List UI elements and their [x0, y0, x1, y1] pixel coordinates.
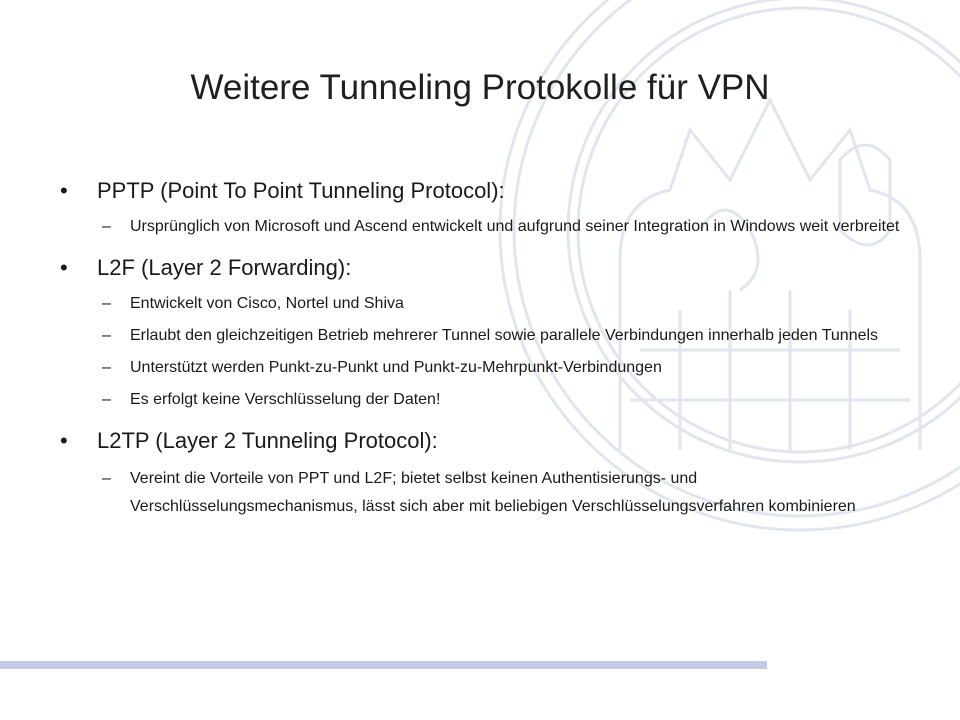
- sub-bullet-text: Entwickelt von Cisco, Nortel und Shiva: [130, 295, 404, 312]
- dash-icon: –: [102, 470, 111, 487]
- dash-icon: –: [102, 327, 111, 344]
- bullet-text: PPTP (Point To Point Tunneling Protocol):: [97, 178, 505, 203]
- sub-bullet: [60, 465, 900, 521]
- bullet-l2tp: [60, 426, 900, 456]
- sub-bullet: [60, 356, 900, 379]
- sub-bullet-text: Es erfolgt keine Verschlüsselung der Daten!: [130, 391, 441, 408]
- dash-icon: –: [102, 218, 111, 235]
- sub-bullet: [60, 215, 900, 238]
- bullet-text: L2TP (Layer 2 Tunneling Protocol):: [97, 428, 438, 453]
- sub-bullet-text: Ursprünglich von Microsoft und Ascend entwickelt und aufgrund seiner Integration in Windows weit verbreitet: [130, 218, 900, 235]
- slide-title: Weitere Tunneling Protokolle für VPN: [190, 68, 770, 107]
- dash-icon: –: [102, 359, 111, 376]
- sub-bullet-text: Erlaubt den gleichzeitigen Betrieb mehrerer Tunnel sowie parallele Verbindungen innerhalb jeden Tunnels: [130, 327, 879, 344]
- sub-bullet-text: Vereint die Vorteile von PPT und L2F; bietet selbst keinen Authentisierungs- und Verschlüsselungsmechanismus, lässt sich aber mit beliebigen Verschlüsselungsverfahren kombinieren: [130, 470, 856, 515]
- bullet-text: L2F (Layer 2 Forwarding):: [97, 255, 352, 280]
- bullet-dot-icon: •: [60, 255, 68, 280]
- dash-icon: –: [102, 391, 111, 408]
- sub-bullet: [60, 324, 900, 347]
- sub-bullet-text: Unterstützt werden Punkt-zu-Punkt und Punkt-zu-Mehrpunkt-Verbindungen: [130, 359, 662, 376]
- dash-icon: –: [102, 295, 111, 312]
- slide-content: [60, 176, 900, 521]
- bullet-dot-icon: •: [60, 428, 68, 453]
- bullet-pptp: [60, 176, 900, 206]
- sub-bullet: [60, 292, 900, 315]
- sub-bullet: [60, 388, 900, 411]
- bullet-dot-icon: •: [60, 178, 68, 203]
- bullet-l2f: [60, 253, 900, 283]
- footer-accent-bar: [0, 661, 767, 669]
